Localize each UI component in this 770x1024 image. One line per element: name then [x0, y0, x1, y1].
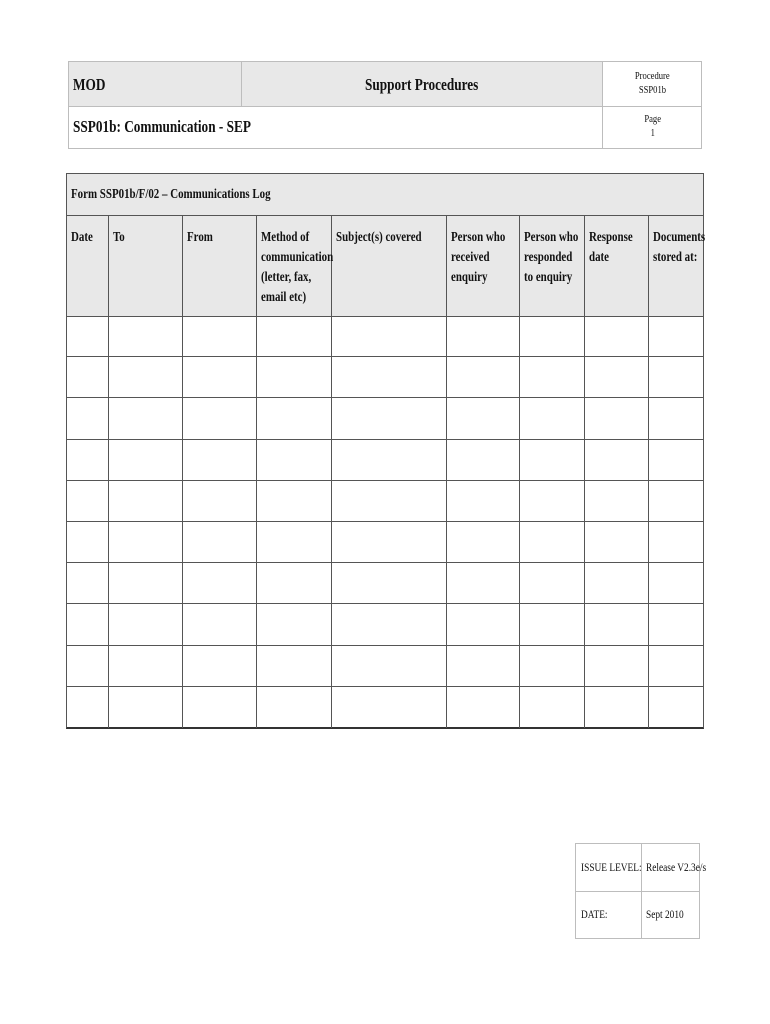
table-cell[interactable] [520, 522, 585, 562]
table-cell[interactable] [183, 440, 257, 480]
table-cell[interactable] [520, 316, 585, 356]
column-header-subject: Subject(s) covered [332, 216, 447, 316]
issue-date-label: DATE: [581, 907, 608, 921]
table-row [67, 563, 703, 604]
table-cell[interactable] [332, 563, 447, 603]
communications-log-table [66, 173, 704, 729]
table-cell[interactable] [332, 316, 447, 356]
table-cell[interactable] [257, 440, 332, 480]
table-cell[interactable] [585, 687, 649, 728]
procedure-cell [603, 62, 702, 106]
table-cell[interactable] [447, 398, 520, 438]
table-cell[interactable] [520, 687, 585, 728]
table-cell[interactable] [257, 357, 332, 397]
table-cell[interactable] [183, 357, 257, 397]
table-header-row [67, 216, 706, 317]
table-cell[interactable] [520, 604, 585, 644]
issue-date-value-cell [642, 891, 700, 938]
page-label: Page [644, 113, 661, 125]
table-row [67, 522, 703, 563]
org-name: MOD [73, 75, 106, 94]
document-title: SSP01b: Communication - SEP [73, 117, 251, 136]
table-cell[interactable] [109, 481, 183, 521]
issue-date-row [576, 891, 699, 938]
header-row-top [69, 62, 701, 107]
issue-level-label: ISSUE LEVEL: [581, 860, 642, 874]
table-row [67, 481, 703, 522]
table-cell[interactable] [649, 357, 703, 397]
form-title: Form SSP01b/F/02 – Communications Log [71, 187, 271, 202]
table-cell[interactable] [257, 316, 332, 356]
table-cell[interactable] [257, 604, 332, 644]
table-cell[interactable] [585, 481, 649, 521]
table-cell[interactable] [649, 522, 703, 562]
table-cell[interactable] [447, 481, 520, 521]
table-row [67, 687, 703, 728]
table-row [67, 316, 703, 357]
section-cell [242, 62, 603, 106]
table-cell[interactable] [109, 646, 183, 686]
table-body [67, 316, 703, 728]
table-cell[interactable] [109, 316, 183, 356]
table-cell[interactable] [649, 440, 703, 480]
table-cell[interactable] [332, 357, 447, 397]
table-cell[interactable] [649, 687, 703, 728]
table-cell[interactable] [67, 687, 109, 728]
org-cell [69, 62, 242, 106]
table-cell[interactable] [649, 646, 703, 686]
table-cell[interactable] [109, 440, 183, 480]
table-cell[interactable] [109, 357, 183, 397]
table-cell[interactable] [520, 481, 585, 521]
table-cell[interactable] [67, 398, 109, 438]
table-cell[interactable] [67, 440, 109, 480]
table-cell[interactable] [67, 646, 109, 686]
page-number: 1 [650, 127, 655, 139]
table-cell[interactable] [183, 316, 257, 356]
table-cell[interactable] [332, 440, 447, 480]
table-cell[interactable] [332, 481, 447, 521]
table-cell[interactable] [585, 646, 649, 686]
table-cell[interactable] [447, 646, 520, 686]
table-cell[interactable] [585, 563, 649, 603]
table-cell[interactable] [109, 398, 183, 438]
column-header-date: Date [67, 216, 109, 316]
table-cell[interactable] [67, 316, 109, 356]
table-cell[interactable] [67, 481, 109, 521]
section-name: Support Procedures [365, 75, 479, 94]
table-cell[interactable] [257, 522, 332, 562]
issue-level-value-cell [642, 844, 707, 891]
table-cell[interactable] [649, 398, 703, 438]
table-cell[interactable] [332, 604, 447, 644]
procedure-value: SSP01b [638, 84, 667, 96]
table-cell[interactable] [332, 398, 447, 438]
column-header-from: From [183, 216, 257, 316]
table-cell[interactable] [67, 357, 109, 397]
column-header-documents-stored: Documents stored at: [653, 230, 706, 265]
table-cell[interactable] [257, 646, 332, 686]
issue-date-value: Sept 2010 [646, 907, 684, 921]
table-cell[interactable] [520, 646, 585, 686]
table-cell[interactable] [447, 316, 520, 356]
table-cell[interactable] [447, 440, 520, 480]
table-cell[interactable] [520, 563, 585, 603]
table-cell[interactable] [447, 687, 520, 728]
table-cell[interactable] [520, 357, 585, 397]
table-cell[interactable] [585, 398, 649, 438]
table-cell[interactable] [649, 604, 703, 644]
issue-level-table [575, 843, 707, 939]
table-cell[interactable] [109, 687, 183, 728]
column-header-responded-by: Person who responded to enquiry [520, 216, 585, 316]
table-cell[interactable] [183, 481, 257, 521]
table-cell[interactable] [109, 522, 183, 562]
table-cell[interactable] [649, 316, 703, 356]
title-cell [69, 106, 603, 148]
table-cell[interactable] [109, 604, 183, 644]
table-cell[interactable] [257, 563, 332, 603]
table-row [67, 357, 703, 398]
table-cell[interactable] [447, 357, 520, 397]
table-cell[interactable] [257, 687, 332, 728]
table-cell[interactable] [447, 563, 520, 603]
table-cell[interactable] [67, 604, 109, 644]
table-cell[interactable] [649, 481, 703, 521]
header-row-bottom [69, 106, 701, 148]
issue-level-row [576, 844, 707, 892]
table-cell[interactable] [649, 563, 703, 603]
table-cell[interactable] [183, 398, 257, 438]
table-cell[interactable] [257, 398, 332, 438]
form-title-cell [67, 174, 703, 216]
document-header [68, 61, 702, 149]
table-cell[interactable] [332, 687, 447, 728]
table-cell[interactable] [585, 522, 649, 562]
issue-date-label-cell [576, 891, 642, 938]
table-cell[interactable] [585, 440, 649, 480]
procedure-label: Procedure [635, 70, 670, 82]
issue-level-label-cell [576, 844, 642, 891]
table-cell[interactable] [332, 646, 447, 686]
table-cell[interactable] [520, 440, 585, 480]
table-row [67, 646, 703, 687]
table-cell[interactable] [585, 357, 649, 397]
column-header-received-by: Person who received enquiry [447, 216, 520, 316]
table-cell[interactable] [67, 563, 109, 603]
table-row [67, 398, 703, 439]
table-cell[interactable] [109, 563, 183, 603]
table-cell[interactable] [183, 646, 257, 686]
table-row [67, 440, 703, 481]
column-header-to: To [109, 216, 183, 316]
table-cell[interactable] [183, 522, 257, 562]
column-header-method: Method of communication (letter, fax, email etc) [257, 216, 332, 316]
table-row [67, 604, 703, 645]
table-cell[interactable] [447, 522, 520, 562]
table-cell[interactable] [67, 522, 109, 562]
issue-level-value: Release V2.3e/s [646, 860, 707, 874]
column-header-response-date: Response date [585, 216, 649, 316]
table-cell[interactable] [183, 563, 257, 603]
table-cell[interactable] [257, 481, 332, 521]
table-cell[interactable] [183, 604, 257, 644]
table-cell[interactable] [585, 604, 649, 644]
page-cell [603, 106, 702, 148]
table-cell[interactable] [585, 316, 649, 356]
table-cell[interactable] [447, 604, 520, 644]
table-cell[interactable] [520, 398, 585, 438]
table-cell[interactable] [183, 687, 257, 728]
table-cell[interactable] [332, 522, 447, 562]
